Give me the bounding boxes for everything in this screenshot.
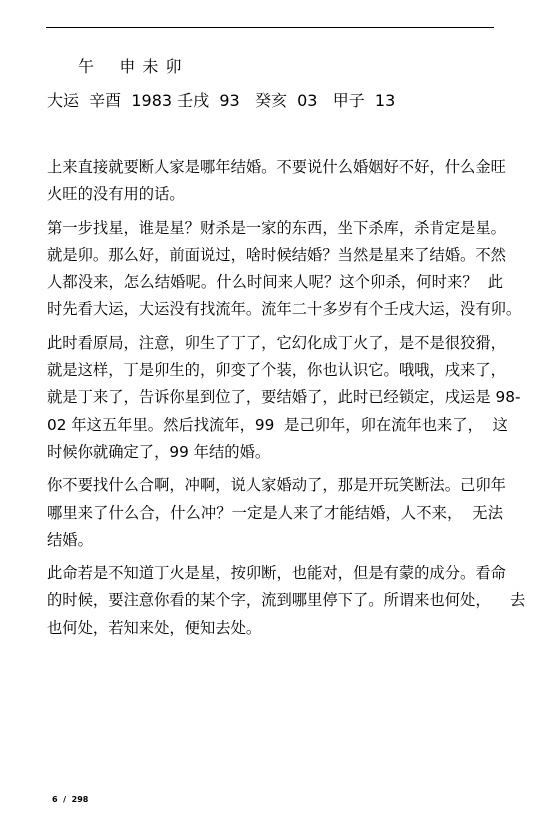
page-number: 6 / 298 (52, 795, 89, 804)
paragraph (47, 330, 521, 466)
text-line: 02 年这五年里。然后找流年，99 是己卯年，卯在流年也来了， 这 (47, 415, 508, 434)
paragraph (47, 154, 506, 209)
body-text (47, 154, 526, 648)
paragraph (47, 215, 522, 324)
text-line: 火旺的没有用的话。 (47, 185, 185, 204)
text-line: 第一步找星，谁是星？财杀是一家的东西，坐下杀库，杀肯定是星。 (47, 218, 506, 237)
top-rule (46, 27, 494, 28)
text-line: 此命若是不知道丁火是星，按卯断，也能对，但是有蒙的成分。看命 (47, 564, 506, 583)
dayun-sequence: 大运 辛酉 1983 壬戌 93 癸亥 03 甲子 13 (47, 91, 396, 110)
paragraph (47, 472, 506, 554)
paragraph (47, 560, 526, 642)
text-line: 哪里来了什么合，什么冲？一定是人来了才能结婚，人不来， 无法 (47, 503, 503, 522)
bazi-pillars: 午 申 未 卯 (78, 57, 183, 76)
text-line: 时候你就确定了，99 年结的婚。 (47, 442, 271, 461)
text-line: 时先看大运，大运没有找流年。流年二十多岁有个壬戌大运，没有卯。 (47, 300, 522, 319)
text-line: 就是丁来了，告诉你星到位了，要结婚了，此时已经锁定，戌运是 98- (47, 388, 521, 407)
text-line: 你不要找什么合啊，冲啊，说人家婚动了，那是开玩笑断法。己卯年 (47, 476, 506, 495)
text-line: 的时候，要注意你看的某个字，流到哪里停下了。所谓来也何处， 去 (47, 591, 526, 610)
text-line: 也何处，若知来处，便知去处。 (47, 618, 262, 637)
text-line: 上来直接就要断人家是哪年结婚。不要说什么婚姻好不好，什么金旺 (47, 158, 506, 176)
text-line: 此时看原局，注意，卯生了丁了，它幻化成丁火了，是不是很狡猾， (47, 333, 506, 352)
text-line: 就是这样，丁是卯生的，卯变了个装，你也认识它。哦哦，戌来了， (47, 361, 506, 380)
text-line: 就是卯。那么好，前面说过，啥时候结婚？当然是星来了结婚。不然 (47, 245, 506, 264)
text-line: 结婚。 (47, 530, 93, 549)
text-line: 人都没来，怎么结婚呢。什么时间来人呢？这个卯杀，何时来？ 此 (47, 273, 503, 292)
